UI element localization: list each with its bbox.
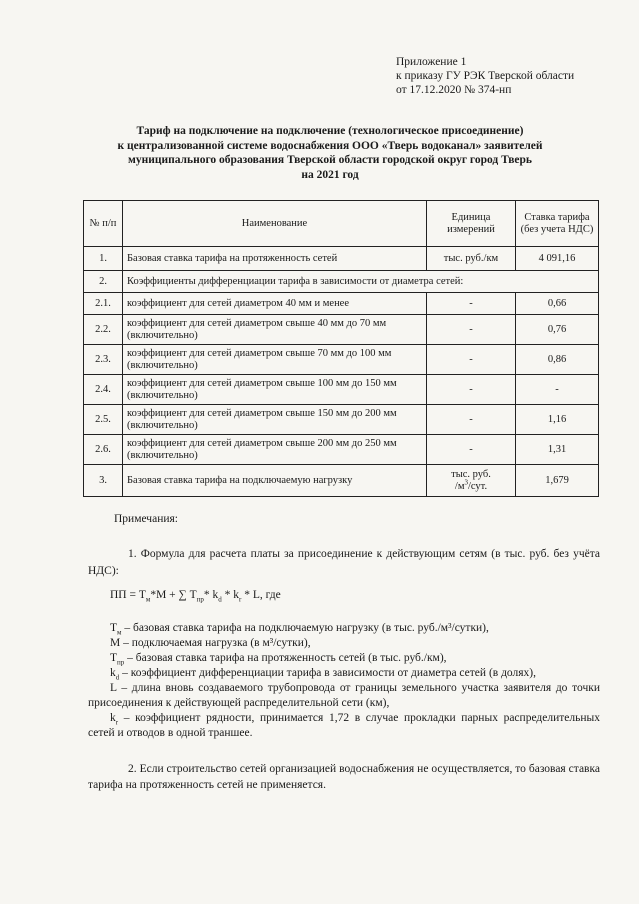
table-header-row xyxy=(84,201,599,247)
table-row xyxy=(84,405,599,435)
note-paragraph-2: 2. Если строительство сетей организацией водоснабжения не осуществляется, то базовая ставка тарифа на протяженность сетей не применяется. xyxy=(88,763,600,791)
row-unit: - xyxy=(427,435,516,465)
row-name: коэффициент для сетей диаметром 40 мм и менее xyxy=(123,293,427,315)
definition-item xyxy=(88,681,600,711)
notes-heading: Примечания: xyxy=(114,513,178,525)
table-row xyxy=(84,271,599,293)
row-name: Базовая ставка тарифа на подключаемую нагрузку xyxy=(123,465,427,497)
row-value: 4 091,16 xyxy=(516,247,599,271)
row-name: Базовая ставка тарифа на протяженность сетей xyxy=(123,247,427,271)
header-num: № п/п xyxy=(84,201,123,247)
formula-sub: r xyxy=(239,595,242,604)
row-name: коэффициент для сетей диаметром свыше 200 мм до 250 мм (включительно) xyxy=(123,435,427,465)
def-text: – базовая ставка тарифа на подключаемую нагрузку (в тыс. руб./м³/сутки), xyxy=(121,622,489,634)
row-num: 2.5. xyxy=(84,405,123,435)
unit-part-b: /м xyxy=(454,480,465,492)
title-line-1: Тариф на подключение на подключение (технологическое присоединение) xyxy=(136,125,524,137)
formula-part: * L, где xyxy=(241,589,281,601)
row-unit: тыс. руб./км xyxy=(427,247,516,271)
table-row xyxy=(84,247,599,271)
header-name: Наименование xyxy=(123,201,427,247)
row-value: 0,66 xyxy=(516,293,599,315)
row-num: 2.1. xyxy=(84,293,123,315)
tariff-table xyxy=(83,200,599,497)
note-paragraph-1: 1. Формула для расчета платы за присоединение к действующим сетям (в тыс. руб. без учёта НДС): xyxy=(88,548,600,577)
row-name: коэффициент для сетей диаметром свыше 70 мм до 100 мм (включительно) xyxy=(123,345,427,375)
definition-item xyxy=(88,621,600,636)
row-num: 2.4. xyxy=(84,375,123,405)
row-num: 2.6. xyxy=(84,435,123,465)
formula-part: *М + ∑ Т xyxy=(150,589,197,601)
row-unit xyxy=(427,465,516,497)
row-num: 2.2. xyxy=(84,315,123,345)
definition-item xyxy=(88,636,600,651)
row-value: - xyxy=(516,375,599,405)
header-unit: Единица измерений xyxy=(427,201,516,247)
row-value: 1,679 xyxy=(516,465,599,497)
row-num: 1. xyxy=(84,247,123,271)
def-symbol: М xyxy=(110,637,121,649)
title-line-2: к централизованной системе водоснабжения ООО «Тверь водоканал» заявителей xyxy=(117,139,543,152)
table-row xyxy=(84,375,599,405)
definition-item xyxy=(88,711,600,741)
def-symbol: Т xyxy=(110,622,118,634)
table-row xyxy=(84,315,599,345)
def-text: – коэффициент рядности, принимается 1,72 в случае прокладки парных распределительных сетей и отводов в одной траншее. xyxy=(88,712,600,739)
row-unit: - xyxy=(427,293,516,315)
def-text: – базовая ставка тарифа на протяженность сетей (в тыс. руб./км), xyxy=(124,652,447,664)
formula-definitions xyxy=(88,621,600,741)
document-title xyxy=(60,124,600,182)
row-unit: - xyxy=(427,375,516,405)
def-symbol-sub: d xyxy=(115,673,120,682)
def-symbol: k xyxy=(110,712,116,724)
title-line-3: муниципального образования Тверской области городской округ город Тверь xyxy=(127,154,532,166)
row-unit: - xyxy=(427,405,516,435)
table-row xyxy=(84,435,599,465)
def-symbol: k xyxy=(110,667,116,679)
title-line-4: на 2021 год xyxy=(301,168,359,181)
row-num: 2.3. xyxy=(84,345,123,375)
def-symbol-sub: пр xyxy=(117,658,125,667)
formula xyxy=(110,589,281,604)
formula-part: * k xyxy=(203,589,219,601)
def-symbol: L xyxy=(110,682,117,694)
header-rate: Ставка тарифа (без учета НДС) xyxy=(516,201,599,247)
formula-sub: м xyxy=(145,595,151,604)
table-row xyxy=(84,465,599,497)
table-row xyxy=(84,345,599,375)
row-name: коэффициент для сетей диаметром свыше 40 мм до 70 мм (включительно) xyxy=(123,315,427,345)
formula-sub: пр xyxy=(196,595,204,604)
formula-part: ПП = Т xyxy=(110,589,146,601)
row-name: Коэффициенты дифференциации тарифа в зависимости от диаметра сетей: xyxy=(123,271,599,293)
def-text: – коэффициент дифференциации тарифа в зависимости от диаметра сетей (в долях), xyxy=(119,667,537,679)
row-value: 0,76 xyxy=(516,315,599,345)
row-unit: - xyxy=(427,315,516,345)
appendix-line-1: Приложение 1 xyxy=(396,56,467,68)
row-num: 3. xyxy=(84,465,123,497)
unit-part-c: /сут. xyxy=(467,480,488,492)
definition-item xyxy=(88,651,600,666)
row-value: 1,31 xyxy=(516,435,599,465)
def-symbol-sub: r xyxy=(115,718,119,727)
definition-item xyxy=(88,666,600,681)
row-name: коэффициент для сетей диаметром свыше 100 мм до 150 мм (включительно) xyxy=(123,375,427,405)
row-value: 1,16 xyxy=(516,405,599,435)
table-row xyxy=(84,293,599,315)
def-text: – длина вновь создаваемого трубопровода от границы земельного участка заявителя до точки присоединения к действующей распределительной сети (км), xyxy=(88,682,600,709)
def-symbol: Т xyxy=(110,652,118,664)
row-unit: - xyxy=(427,345,516,375)
def-symbol-sub: м xyxy=(117,628,122,637)
unit-superscript: 3 xyxy=(464,478,468,486)
row-name: коэффициент для сетей диаметром свыше 150 мм до 200 мм (включительно) xyxy=(123,405,427,435)
unit-part-a: тыс. руб. xyxy=(451,469,491,480)
appendix-reference xyxy=(396,55,631,97)
formula-part: * k xyxy=(221,589,239,601)
row-num: 2. xyxy=(84,271,123,293)
appendix-line-2: к приказу ГУ РЭК Тверской области xyxy=(396,70,575,82)
row-value: 0,86 xyxy=(516,345,599,375)
appendix-line-3: от 17.12.2020 № 374-нп xyxy=(396,84,512,96)
def-text: – подключаемая нагрузка (в м³/сутки), xyxy=(120,637,311,649)
formula-sub: d xyxy=(218,595,222,604)
